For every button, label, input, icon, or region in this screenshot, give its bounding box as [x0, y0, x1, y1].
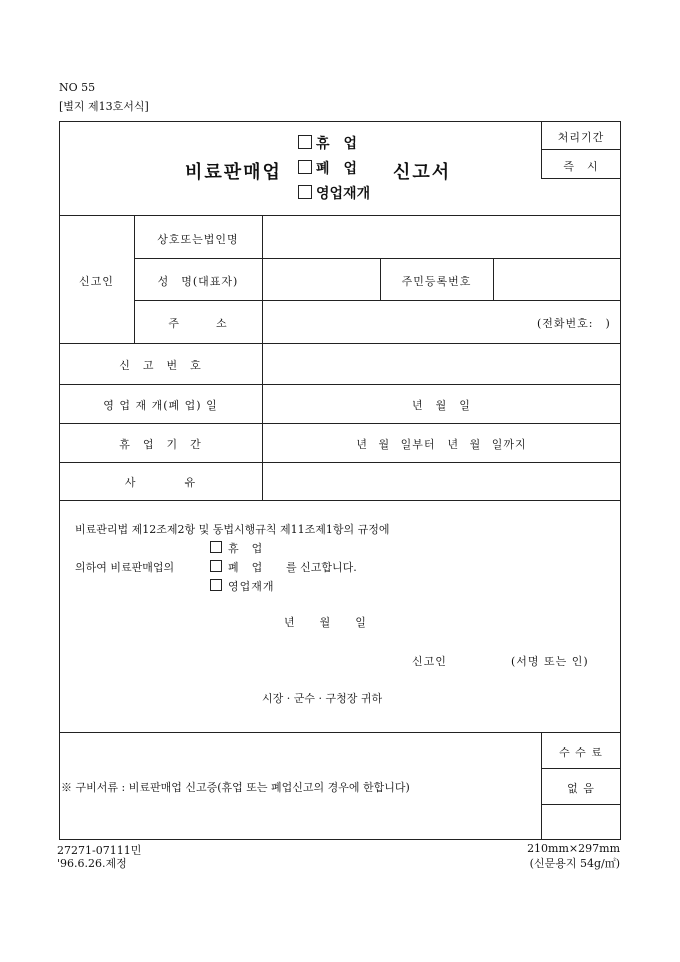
address-field[interactable]: [264, 303, 534, 341]
checkbox-resume[interactable]: [298, 185, 312, 199]
declaration-opt-resume: 영업재개: [210, 578, 275, 594]
declaration-line1: 비료관리법 제12조제2항 및 동법시행규칙 제11조제1항의 규정에: [75, 523, 390, 536]
declaration-checkbox-close[interactable]: [210, 560, 222, 572]
fee-label: 수 수 료: [559, 746, 603, 759]
checkbox-suspend[interactable]: [298, 135, 312, 149]
resume-date-field[interactable]: 년 월 일: [412, 399, 471, 412]
form-number: NO 55: [59, 81, 96, 94]
footer-code: 27271-07111민: [57, 844, 142, 857]
title-suffix: 신고서: [393, 162, 452, 183]
rrn-field[interactable]: [495, 261, 619, 298]
signer-label: 신고인: [412, 655, 447, 668]
addressee: 시장 · 군수 · 구청장 귀하: [262, 692, 383, 705]
required-documents: ※ 구비서류 : 비료판매업 신고증(휴업 또는 폐업신고의 경우에 한합니다): [61, 781, 410, 794]
declaration-opt-close: 폐 업: [210, 559, 263, 575]
signer-field[interactable]: [452, 648, 508, 670]
declaration-line2-suffix: 를 신고합니다.: [286, 561, 357, 574]
fee-value: 없 음: [567, 782, 595, 795]
footer-paper-type: (신문용지 54g/㎡): [529, 857, 620, 870]
rrn-label: 주민등록번호: [401, 275, 472, 288]
title-option-suspend: 휴 업: [298, 133, 357, 153]
title-option-resume: 영업재개: [298, 183, 370, 203]
reporter-section-label: 신고인: [79, 275, 114, 288]
footer-paper-size: 210mm×297mm: [527, 842, 620, 855]
suspend-period-field[interactable]: 년 월 일부터 년 월 일까지: [356, 438, 527, 451]
phone-label: (전화번호: ): [537, 317, 611, 330]
sign-note: (서명 또는 인): [511, 655, 589, 668]
declaration-date: 년 월 일: [284, 616, 367, 629]
footer-enacted: '96.6.26.제정: [57, 857, 127, 870]
report-number-field[interactable]: [264, 346, 619, 382]
processing-value: 즉 시: [563, 160, 599, 173]
title-prefix: 비료판매업: [185, 162, 282, 183]
suspend-period-label: 휴 업 기 간: [119, 438, 202, 451]
business-name-field[interactable]: [264, 218, 619, 256]
checkbox-close[interactable]: [298, 160, 312, 174]
form-reference: [별지 제13호서식]: [59, 100, 149, 113]
report-number-label: 신 고 번 호: [119, 359, 202, 372]
representative-field[interactable]: [264, 261, 378, 298]
resume-date-label: 영 업 재 개(폐 업) 일: [103, 399, 218, 412]
address-label: 주 소: [168, 317, 228, 330]
declaration-checkbox-suspend[interactable]: [210, 541, 222, 553]
declaration-line2-prefix: 의하여 비료판매업의: [75, 561, 175, 574]
declaration-checkbox-resume[interactable]: [210, 579, 222, 591]
reason-field[interactable]: [264, 465, 619, 498]
representative-label: 성 명(대표자): [157, 275, 239, 288]
business-name-label: 상호또는법인명: [157, 233, 239, 246]
reason-label: 사 유: [124, 476, 197, 489]
declaration-opt-suspend: 휴 업: [210, 540, 263, 556]
processing-label: 처리기간: [557, 131, 605, 144]
title-option-close: 폐 업: [298, 158, 357, 178]
